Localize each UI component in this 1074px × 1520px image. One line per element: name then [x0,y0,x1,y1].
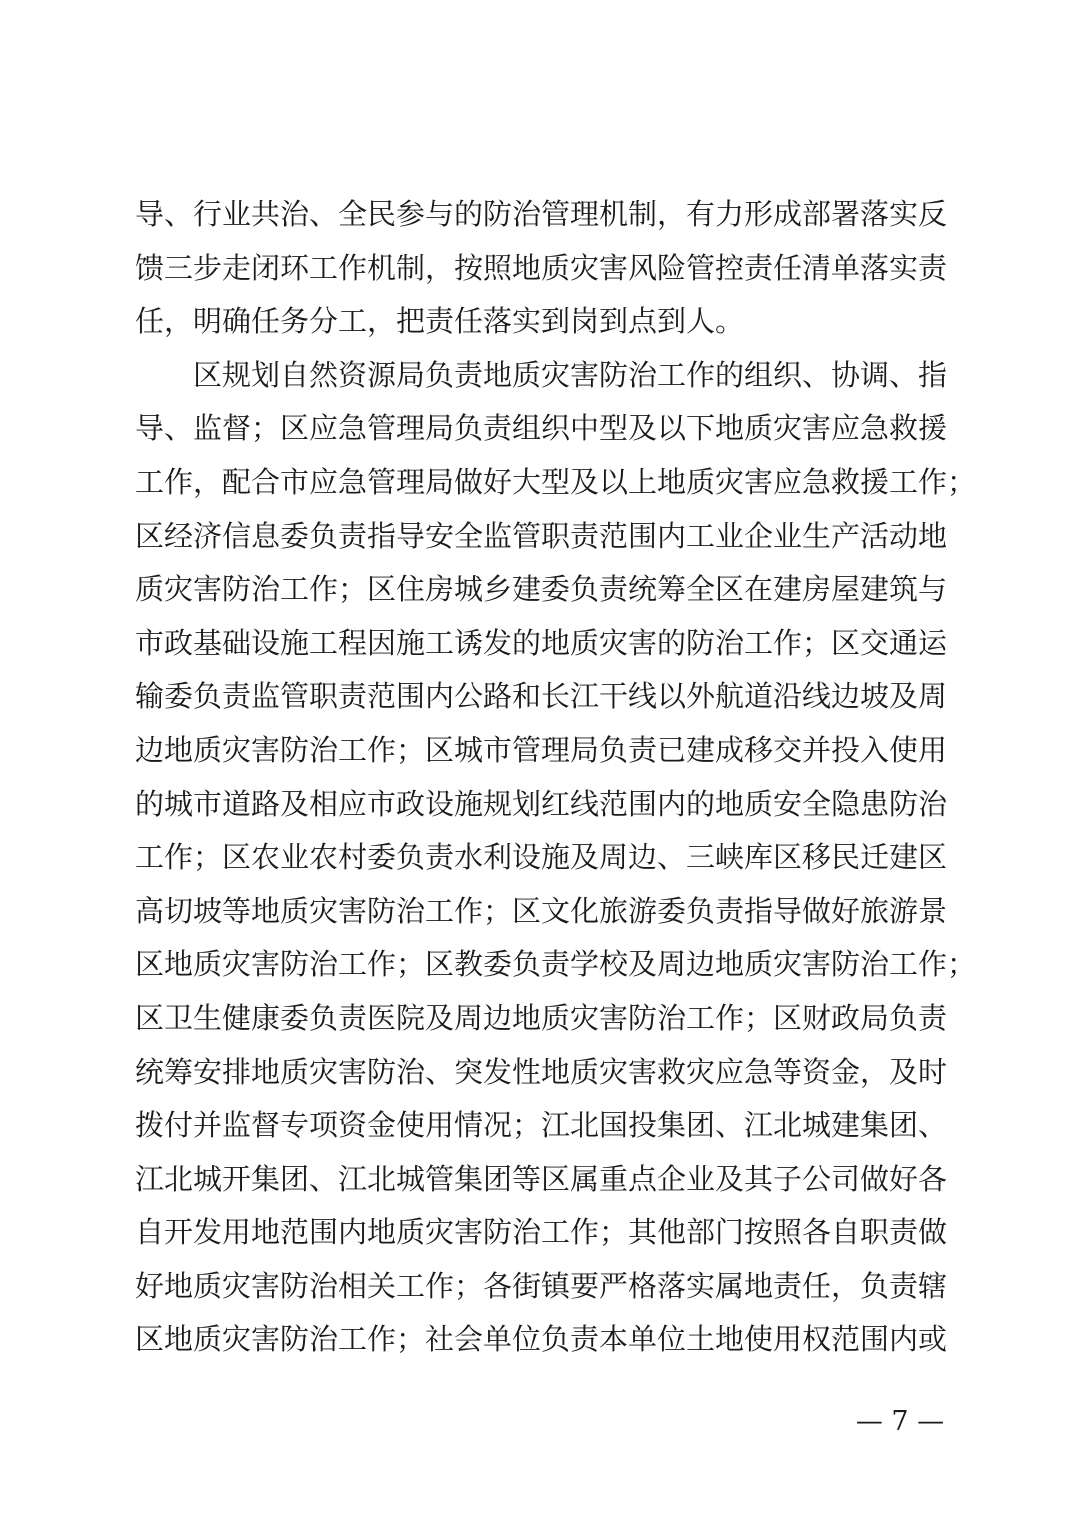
text-line: 区地质灾害防治工作；社会单位负责本单位土地使用权范围内或 [135,1322,948,1357]
text-line: 区地质灾害防治工作；区教委负责学校及周边地质灾害防治工作； [135,947,977,982]
text-line: 工作；区农业农村委负责水利设施及周边、三峡库区移民迁建区 [135,840,948,875]
text-line: 边地质灾害防治工作；区城市管理局负责已建成移交并投入使用 [135,732,948,767]
text-line: 质灾害防治工作；区住房城乡建委负责统筹全区在建房屋建筑与 [135,572,948,607]
text-line: 高切坡等地质灾害防治工作；区文化旅游委负责指导做好旅游景 [135,893,948,928]
text-line: 拨付并监督专项资金使用情况；江北国投集团、江北城建集团、 [135,1108,948,1143]
text-line: 任，明确任务分工，把责任落实到岗到点到人。 [135,304,745,339]
text-line: 好地质灾害防治相关工作；各街镇要严格落实属地责任，负责辖 [135,1268,948,1303]
text-line: 区卫生健康委负责医院及周边地质灾害防治工作；区财政局负责 [135,1000,948,1035]
page-number: — 7 — [855,1406,945,1437]
text-line: 统筹安排地质灾害防治、突发性地质灾害救灾应急等资金，及时 [135,1054,948,1089]
text-line: 导、监督；区应急管理局负责组织中型及以下地质灾害应急救援 [135,411,948,446]
text-line: 导、行业共治、全民参与的防治管理机制，有力形成部署落实反 [135,197,948,231]
text-line: 市政基础设施工程因施工诱发的地质灾害的防治工作；区交通运 [135,625,948,660]
paragraph-start-line: 区规划自然资源局负责地质灾害防治工作的组织、协调、指 [193,357,948,392]
text-line: 馈三步走闭环工作机制，按照地质灾害风险管控责任清单落实责 [135,250,948,285]
text-line: 区经济信息委负责指导安全监管职责范围内工业企业生产活动地 [135,518,948,553]
text-line: 江北城开集团、江北城管集团等区属重点企业及其子公司做好各 [135,1161,948,1196]
body-text [135,188,977,1367]
text-line: 的城市道路及相应市政设施规划红线范围内的地质安全隐患防治 [135,786,948,821]
text-line: 自开发用地范围内地质灾害防治工作；其他部门按照各自职责做 [135,1215,948,1250]
text-line: 工作，配合市应急管理局做好大型及以上地质灾害应急救援工作； [135,464,977,499]
text-line: 输委负责监管职责范围内公路和长江干线以外航道沿线边坡及周 [135,679,948,714]
